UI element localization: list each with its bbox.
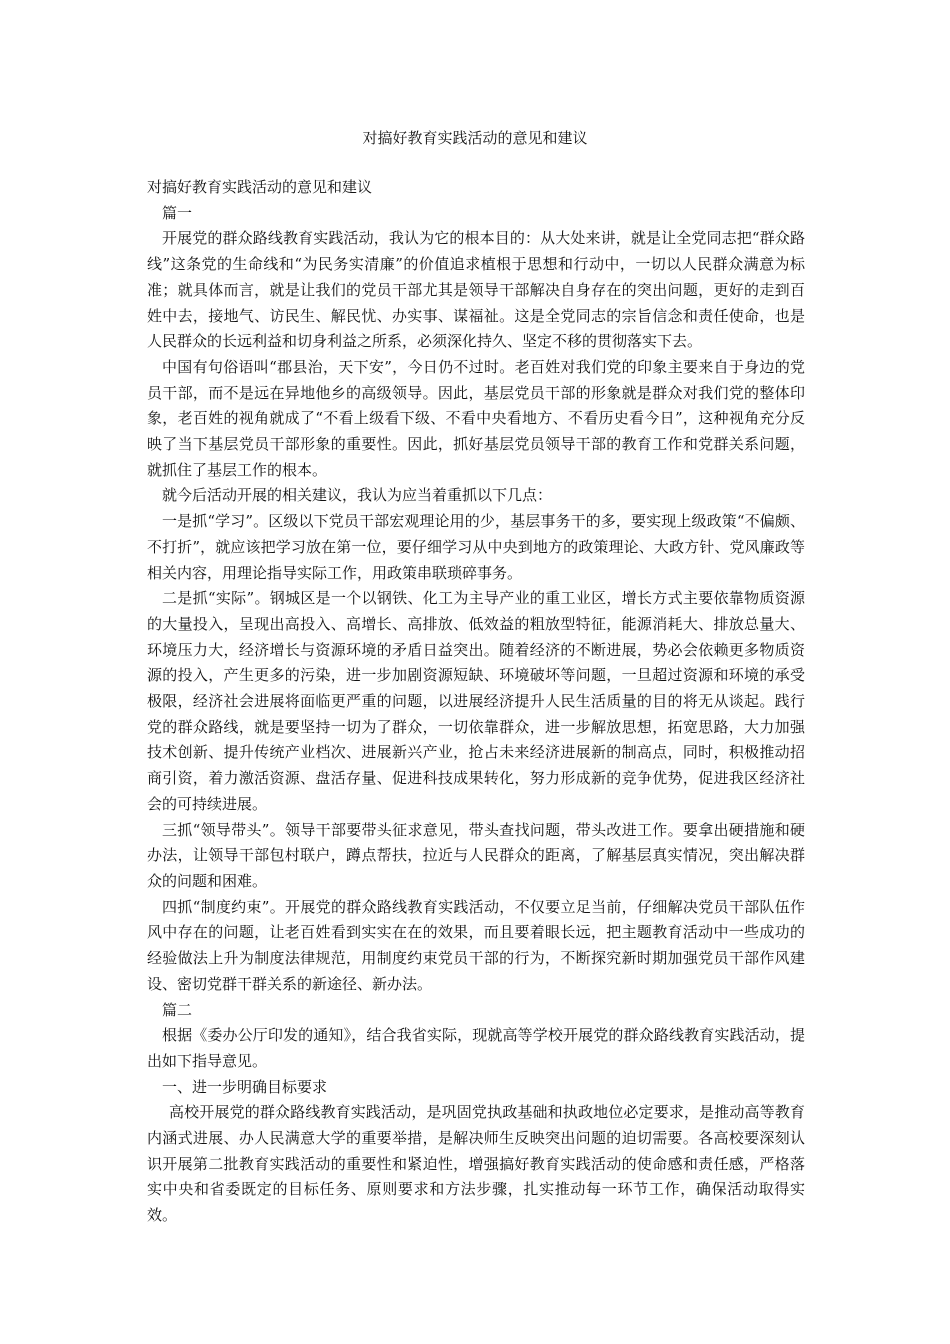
paragraph: 根据《委办公厅印发的通知》，结合我省实际，现就高等学校开展党的群众路线教育实践活动，提出如下指导意见。 bbox=[147, 1026, 805, 1070]
section-label: 篇二 bbox=[162, 1000, 193, 1019]
section-label: 篇一 bbox=[162, 203, 193, 222]
paragraph: 二是抓“实际”。钢城区是一个以钢铁、化工为主导产业的重工业区，增长方式主要依靠物质资源的大量投入，呈现出高投入、高增长、高排放、低效益的粗放型特征，能源消耗大、排放总量大、环境压力大，经济增长与资源环境的矛盾日益突出。随着经济的不断进展，势必会依赖更多物质资源的投入，产生更多的污染，进一步加剧资源短缺、环境破坏等问题，一旦超过资源和环境的承受极限，经济社会进展将面临更严重的问题，以进展经济提升人民生活质量的目的将无从谈起。践行党的群众路线，就是要坚持一切为了群众，一切依靠群众，进一步解放思想，拓宽思路，大力加强技术创新、提升传统产业档次、进展新兴产业，抢占未来经济进展新的制高点，同时，积极推动招商引资，着力激活资源、盘活存量、促进科技成果转化，努力形成新的竞争优势，促进我区经济社会的可持续进展。 bbox=[147, 589, 805, 813]
paragraph: 中国有句俗语叫“郡县治，天下安”，今日仍不过时。老百姓对我们党的印象主要来自于身边的党员干部，而不是远在异地他乡的高级领导。因此，基层党员干部的形象就是群众对我们党的整体印象，老百姓的视角就成了“不看上级看下级、不看中央看地方、不看历史看今日”，这种视角充分反映了当下基层党员干部形象的重要性。因此，抓好基层党员领导干部的教育工作和党群关系问题，就抓住了基层工作的根本。 bbox=[147, 357, 805, 479]
document-heading: 对搞好教育实践活动的意见和建议 bbox=[147, 178, 373, 196]
paragraph: 四抓“制度约束”。开展党的群众路线教育实践活动，不仅要立足当前，仔细解决党员干部队伍作风中存在的问题，让老百姓看到实实在在的效果，而且要着眼长远，把主题教育活动中一些成功的经验做法上升为制度法律规范，用制度约束党员干部的行为，不断探究新时期加强党员干部作风建设、密切党群干群关系的新途径、新办法。 bbox=[147, 897, 805, 993]
paragraph: 高校开展党的群众路线教育实践活动，是巩固党执政基础和执政地位必定要求，是推动高等教育内涵式进展、办人民满意大学的重要举措，是解决师生反映突出问题的迫切需要。各高校要深刻认识开展第二批教育实践活动的重要性和紧迫性，增强搞好教育实践活动的使命感和责任感，严格落实中央和省委既定的目标任务、原则要求和方法步骤，扎实推动每一环节工作，确保活动取得实效。 bbox=[147, 1103, 805, 1225]
page-title: 对搞好教育实践活动的意见和建议 bbox=[362, 129, 588, 147]
document-body bbox=[147, 175, 805, 1229]
paragraph: 三抓“领导带头”。领导干部要带头征求意见，带头查找问题，带头改进工作。要拿出硬措施和硬办法，让领导干部包村联户，蹲点帮扶，拉近与人民群众的距离，了解基层真实情况，突出解决群众的问题和困难。 bbox=[147, 820, 805, 890]
subheading: 一、进一步明确目标要求 bbox=[162, 1077, 328, 1096]
paragraph: 开展党的群众路线教育实践活动，我认为它的根本目的：从大处来讲，就是让全党同志把“群众路线”这条党的生命线和“为民务实清廉”的价值追求植根于思想和行动中，一切以人民群众满意为标准；就具体而言，就是让我们的党员干部尤其是领导干部解决自身存在的突出问题，更好的走到百姓中去，接地气、访民生、解民忧、办实事、谋福祉。这是全党同志的宗旨信念和责任使命，也是人民群众的长远利益和切身利益之所系，必须深化持久、坚定不移的贯彻落实下去。 bbox=[147, 229, 805, 351]
paragraph: 就今后活动开展的相关建议，我认为应当着重抓以下几点： bbox=[162, 486, 553, 505]
paragraph: 一是抓“学习”。区级以下党员干部宏观理论用的少，基层事务干的多，要实现上级政策“不偏颇、不打折”，就应该把学习放在第一位，要仔细学习从中央到地方的政策理论、大政方针、党风廉政等相关内容，用理论指导实际工作，用政策串联琐碎事务。 bbox=[147, 512, 805, 582]
